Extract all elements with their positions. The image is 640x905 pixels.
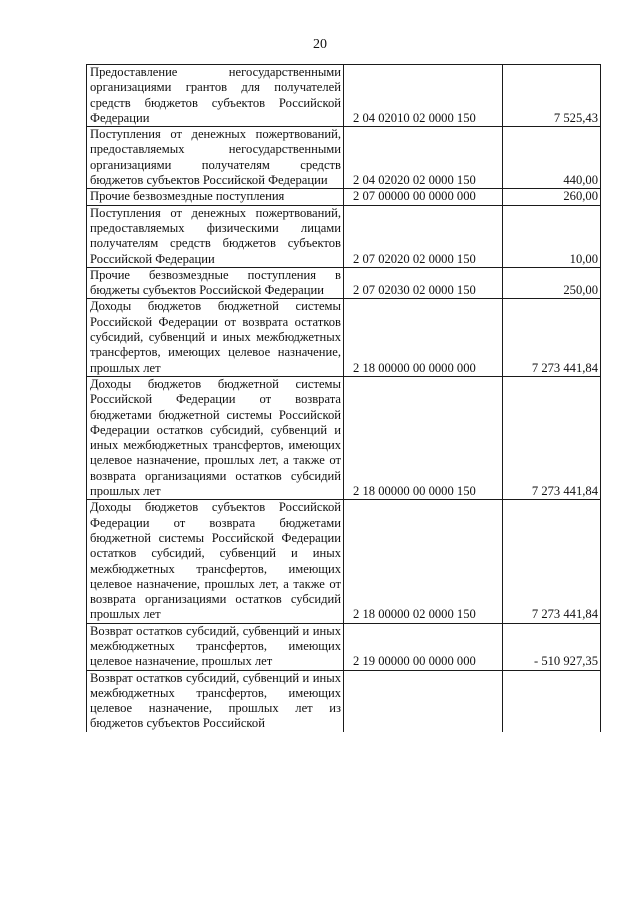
row-name: Возврат остатков субсидий, субвенций и иных межбюджетных трансфертов, имеющих целевое назначение, прошлых лет из бюджетов субъектов Российской bbox=[90, 670, 341, 731]
row-amount: 7 525,43 bbox=[503, 65, 601, 127]
row-name-cell bbox=[87, 189, 344, 205]
row-code: 2 04 02010 02 0000 150 bbox=[344, 65, 503, 127]
row-name-cell bbox=[87, 205, 344, 267]
row-name: Доходы бюджетов бюджетной системы Российской Федерации от возврата бюджетами бюджетной системы Российской Федерации остатков субсидий, субвенций и иных межбюджетных трансфертов, имеющих целевое назначение, прошлых лет, а также от возврата организациями остатков субсидий прошлых лет bbox=[90, 376, 341, 499]
table-row bbox=[87, 205, 601, 267]
table-row bbox=[87, 623, 601, 670]
row-name: Доходы бюджетов субъектов Российской Федерации от возврата бюджетами бюджетной системы Российской Федерации остатков субсидий, субвенций и иных межбюджетных трансфертов, имеющих целевое назначение, прошлых лет, а также от возврата организациями остатков субсидий прошлых лет bbox=[90, 500, 341, 622]
row-name: Доходы бюджетов бюджетной системы Российской Федерации от возврата остатков субсидий, субвенций и иных межбюджетных трансфертов, имеющих целевое назначение, прошлых лет bbox=[90, 299, 341, 375]
revenue-table bbox=[86, 64, 601, 732]
row-code: 2 07 02020 02 0000 150 bbox=[344, 205, 503, 267]
row-amount: 7 273 441,84 bbox=[503, 500, 601, 623]
row-amount: - 510 927,35 bbox=[503, 623, 601, 670]
row-name-cell bbox=[87, 500, 344, 623]
row-code: 2 18 00000 02 0000 150 bbox=[344, 500, 503, 623]
table-row bbox=[87, 189, 601, 205]
row-amount bbox=[503, 670, 601, 732]
table-row bbox=[87, 376, 601, 499]
table-row bbox=[87, 65, 601, 127]
row-name-cell bbox=[87, 670, 344, 732]
row-amount: 7 273 441,84 bbox=[503, 299, 601, 376]
row-amount: 10,00 bbox=[503, 205, 601, 267]
row-code bbox=[344, 670, 503, 732]
row-name: Поступления от денежных пожертвований, предоставляемых физическими лицами получателям средств бюджетов субъектов Российской Федерации bbox=[90, 205, 341, 266]
row-name-cell bbox=[87, 376, 344, 499]
row-amount: 7 273 441,84 bbox=[503, 376, 601, 499]
table-row bbox=[87, 500, 601, 623]
row-code: 2 04 02020 02 0000 150 bbox=[344, 127, 503, 189]
row-name-cell bbox=[87, 623, 344, 670]
row-amount: 250,00 bbox=[503, 267, 601, 299]
row-amount: 440,00 bbox=[503, 127, 601, 189]
row-name: Поступления от денежных пожертвований, предоставляемых негосударственными организациями получателям средств бюджетов субъектов Российской Федерации bbox=[90, 127, 341, 188]
row-name: Предоставление негосударственными организациями грантов для получателей средств бюджетов субъектов Российской Федерации bbox=[90, 65, 341, 125]
row-name: Прочие безвозмездные поступления в бюджеты субъектов Российской Федерации bbox=[90, 267, 341, 298]
row-name-cell bbox=[87, 65, 344, 127]
table-row bbox=[87, 299, 601, 376]
table-row bbox=[87, 670, 601, 732]
row-name-cell bbox=[87, 267, 344, 299]
row-code: 2 18 00000 00 0000 150 bbox=[344, 376, 503, 499]
row-code: 2 19 00000 00 0000 000 bbox=[344, 623, 503, 670]
row-name: Прочие безвозмездные поступления bbox=[90, 189, 285, 204]
row-code: 2 07 00000 00 0000 000 bbox=[344, 189, 503, 205]
table-row bbox=[87, 267, 601, 299]
page-number: 20 bbox=[313, 37, 327, 52]
row-code: 2 07 02030 02 0000 150 bbox=[344, 267, 503, 299]
row-name-cell bbox=[87, 127, 344, 189]
table-row bbox=[87, 127, 601, 189]
row-amount: 260,00 bbox=[503, 189, 601, 205]
row-code: 2 18 00000 00 0000 000 bbox=[344, 299, 503, 376]
row-name-cell bbox=[87, 299, 344, 376]
row-name: Возврат остатков субсидий, субвенций и иных межбюджетных трансфертов, имеющих целевое назначение, прошлых лет bbox=[90, 623, 341, 669]
